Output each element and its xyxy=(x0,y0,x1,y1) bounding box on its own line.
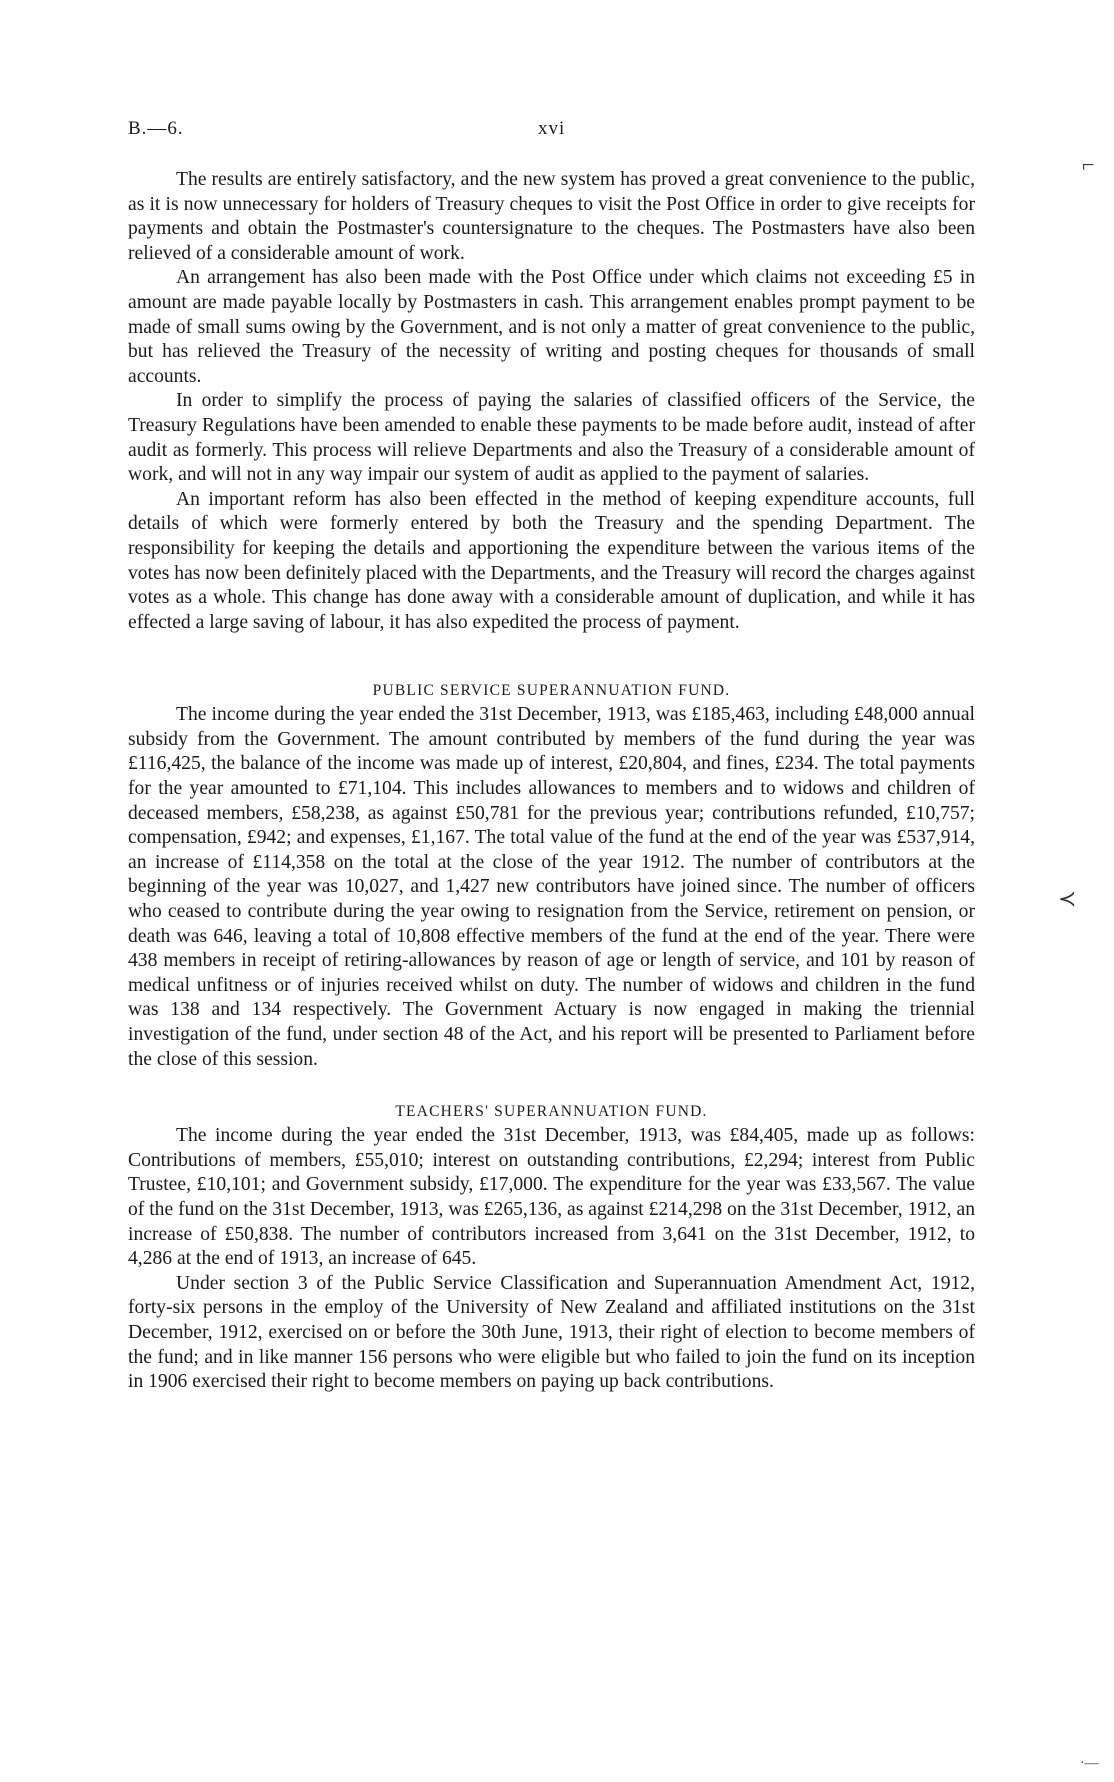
margin-mark-icon: ⌐ xyxy=(1082,152,1095,177)
document-reference: B.—6. xyxy=(128,118,184,139)
paragraph: The income during the year ended the 31st December, 1913, was £185,463, including £48,000 annual subsidy from the Government. The amount contributed by members of the fund during the year was £116,425, the balance of the income was made up of interest, £20,804, and fines, £234. The total payments for the year amounted to £71,104. This includes allowances to members and to widows and children of deceased members, £58,238, as against £50,781 for the previous year; contributions refunded, £10,757; compensation, £942; and expenses, £1,167. The total value of the fund at the end of the year was £537,914, an increase of £114,358 on the total at the close of the year 1912. The number of contributors at the beginning of the year was 10,027, and 1,427 new contributors have joined since. The number of officers who ceased to contribute during the year owing to resignation from the Service, retirement on pension, or death was 646, leaving a total of 10,808 effective members of the fund at the end of the year. There were 438 members in receipt of retiring-allowances by reason of age or length of service, and 101 by reason of medical unfitness or of injuries received whilst on duty. The number of widows and children in the fund was 138 and 134 respectively. The Government Actuary is now engaged in making the triennial investigation of the fund, under section 48 of the Act, and his report will be presented to Parliament before the close of this session. xyxy=(128,704,975,1070)
paragraph: In order to simplify the process of paying the salaries of classified officers of the Service, the Treasury Regulations have been amended to enable these payments to be made before audit, instead of after audit as formerly. This process will relieve Departments and also the Treasury of a considerable amount of work, and will not in any way impair our system of audit as applied to the payment of salaries. xyxy=(128,390,975,486)
paragraph: An important reform has also been effected in the method of keeping expenditure accounts, full details of which were formerly entered by both the Treasury and the spending Department. The responsibility for keeping the details and apportioning the expenditure between the various items of the votes has now been definitely placed with the Departments, and the Treasury will record the charges against votes as a whole. This change has done away with a considerable amount of duplication, and while it has effected a large saving of labour, it has also expedited the process of payment. xyxy=(128,488,975,633)
page-number: xvi xyxy=(538,118,566,139)
document-body xyxy=(128,168,975,1395)
paragraph: The results are entirely satisfactory, and the new system has proved a great convenience to the public, as it is now unnecessary for holders of Treasury cheques to visit the Post Office in order to give receipts for payments and obtain the Postmaster's countersignature to the cheques. The Postmasters have also been relieved of a considerable amount of work. xyxy=(128,169,975,264)
paragraph: The income during the year ended the 31st December, 1913, was £84,405, made up as follows: Contributions of members, £55,010; interest on outstanding contributions, £2,294; interest from Public Trustee, £10,101; and Government subsidy, £17,000. The expenditure for the year was £33,567. The value of the fund on the 31st December, 1913, was £265,136, as against £214,298 on the 31st December, 1912, an increase of £50,838. The number of contributors increased from 3,641 on the 31st December, 1912, to 4,286 at the end of 1913, an increase of 645. xyxy=(128,1125,975,1270)
page-header xyxy=(128,118,568,144)
section-heading-teachers-superannuation-fund: TEACHERS' SUPERANNUATION FUND. xyxy=(395,1103,708,1121)
paragraph: An arrangement has also been made with the Post Office under which claims not exceeding £5 in amount are made payable locally by Postmasters in cash. This arrangement enables prompt payment to be made of small sums owing by the Government, and is not only a matter of great convenience to the public, but has relieved the Treasury of the necessity of writing and posting cheques for thousands of small accounts. xyxy=(128,267,975,387)
paragraph: Under section 3 of the Public Service Classification and Superannuation Amendment Act, 1912, forty-six persons in the employ of the University of New Zealand and affiliated institutions on the 31st December, 1912, exercised on or before the 30th June, 1913, their right of election to become members of the fund; and in like manner 156 persons who were eligible but who failed to join the fund on its inception in 1906 exercised their right to become members on paying up back contributions. xyxy=(128,1272,975,1393)
margin-mark-icon: ≺ xyxy=(1058,886,1077,911)
margin-mark-icon: ·— xyxy=(1080,1756,1099,1771)
section-heading-public-service-superannuation-fund: PUBLIC SERVICE SUPERANNUATION FUND. xyxy=(372,682,731,700)
